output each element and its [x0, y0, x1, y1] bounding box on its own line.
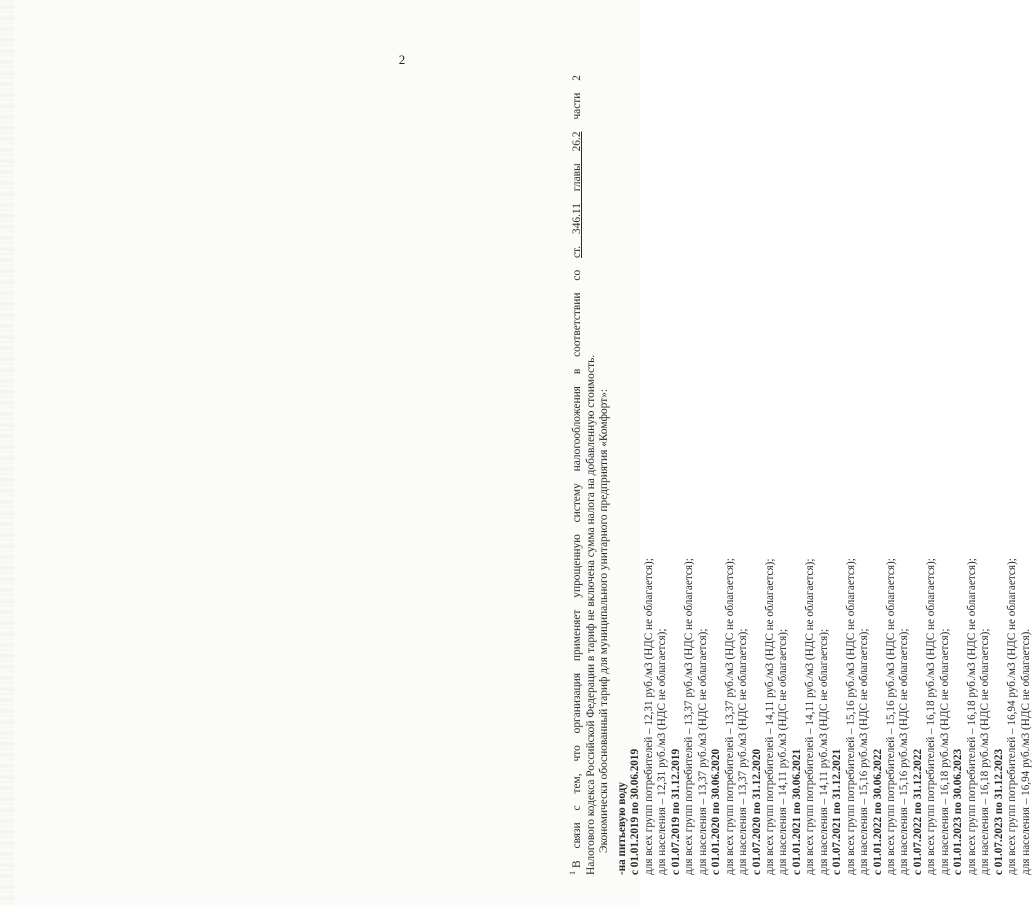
rotated-content [48, 45, 1032, 875]
tariff-entry: для всех групп потребителей – 16,18 руб./м3 (НДС не облагается); [965, 558, 978, 875]
period-heading: с 01.07.2022 по 31.12.2022 [911, 748, 924, 875]
period-heading: -на питьевую воду [616, 782, 628, 875]
tariff-entry: для населения – 14,11 руб./м3 (НДС не облагается); [817, 628, 830, 875]
tariff-entry: для населения – 16,18 руб./м3 (НДС не облагается); [938, 628, 951, 875]
period-heading: с 01.01.2021 по 30.06.2021 [790, 748, 803, 875]
footnote-mark: 1 [568, 871, 577, 875]
tariff-entry: для населения – 13,37 руб./м3 (НДС не облагается); [737, 628, 750, 875]
tariff-entry: для населения – 16,18 руб./м3 (НДС не облагается); [979, 628, 992, 875]
tariff-entry: для населения – 15,16 руб./м3 (НДС не облагается); [858, 628, 871, 875]
footnote-line-1 [566, 75, 585, 875]
tariff-entry: для всех групп потребителей – 16,18 руб./м3 (НДС не облагается); [925, 558, 938, 875]
tariff-entry: для населения – 13,37 руб./м3 (НДС не облагается); [696, 628, 709, 875]
tariff-entry: для всех групп потребителей – 12,31 руб./м3 (НДС не облагается); [642, 558, 655, 875]
tariff-entry: для населения – 12,31 руб./м3 (НДС не облагается); [656, 628, 669, 875]
period-heading: с 01.07.2021 по 31.12.2021 [831, 748, 844, 875]
tariff-entry: для всех групп потребителей – 16,94 руб./м3 (НДС не облагается); [1006, 558, 1019, 875]
footnote [566, 75, 612, 875]
footnote-article-reference: ст. 346.11 главы 26.2 [570, 131, 583, 258]
period-heading: с 01.07.2019 по 31.12.2019 [669, 748, 682, 875]
tariff-entry: для всех групп потребителей – 15,16 руб./м3 (НДС не облагается); [885, 558, 897, 875]
tariff-entry: для всех групп потребителей – 13,37 руб./м3 (НДС не облагается); [683, 558, 696, 875]
tariff-entry: для всех групп потребителей – 13,37 руб./м3 (НДС не облагается); [723, 558, 736, 875]
period-heading: с 01.07.2020 по 31.12.2020 [750, 748, 763, 875]
scan-edge-artifact [0, 0, 14, 905]
tariff-entry: для населения – 16,94 руб./м3 (НДС не облагается). [1019, 628, 1032, 875]
tariff-entry: для всех групп потребителей – 15,16 руб./м3 (НДС не облагается); [844, 558, 857, 875]
page-number: 2 [398, 52, 406, 67]
period-heading: с 01.01.2023 по 30.06.2023 [952, 748, 965, 875]
footnote-line-2: Налогового кодекса Российской Федерации в тариф не включена сумма налога на добавленную стоимость. [584, 354, 597, 875]
tariff-entry: для населения – 14,11 руб./м3 (НДС не облагается); [777, 628, 790, 875]
tariff-entry: для всех групп потребителей – 14,11 руб./м3 (НДС не облагается); [763, 558, 776, 875]
period-heading: с 01.01.2022 по 30.06.2022 [871, 748, 884, 875]
footnote-line-1-tail: части 2 [570, 75, 583, 120]
footnote-line-1-text: В связи с тем, что организация применяет упрощенную систему налогообложения в соответствии со [570, 269, 583, 868]
period-heading: с 01.01.2020 по 30.06.2020 [710, 748, 723, 875]
tariff-entry: для населения – 15,16 руб./м3 (НДС не облагается); [898, 628, 911, 875]
period-heading: с 01.07.2023 по 31.12.2023 [992, 748, 1005, 875]
period-heading: с 01.01.2019 по 30.06.2019 [629, 748, 642, 875]
footnote-line-3: Экономически обоснованный тариф для муниципального унитарного предприятия «Комфорт»: [598, 388, 611, 853]
tariff-entry: для всех групп потребителей – 14,11 руб./м3 (НДС не облагается); [804, 558, 817, 875]
